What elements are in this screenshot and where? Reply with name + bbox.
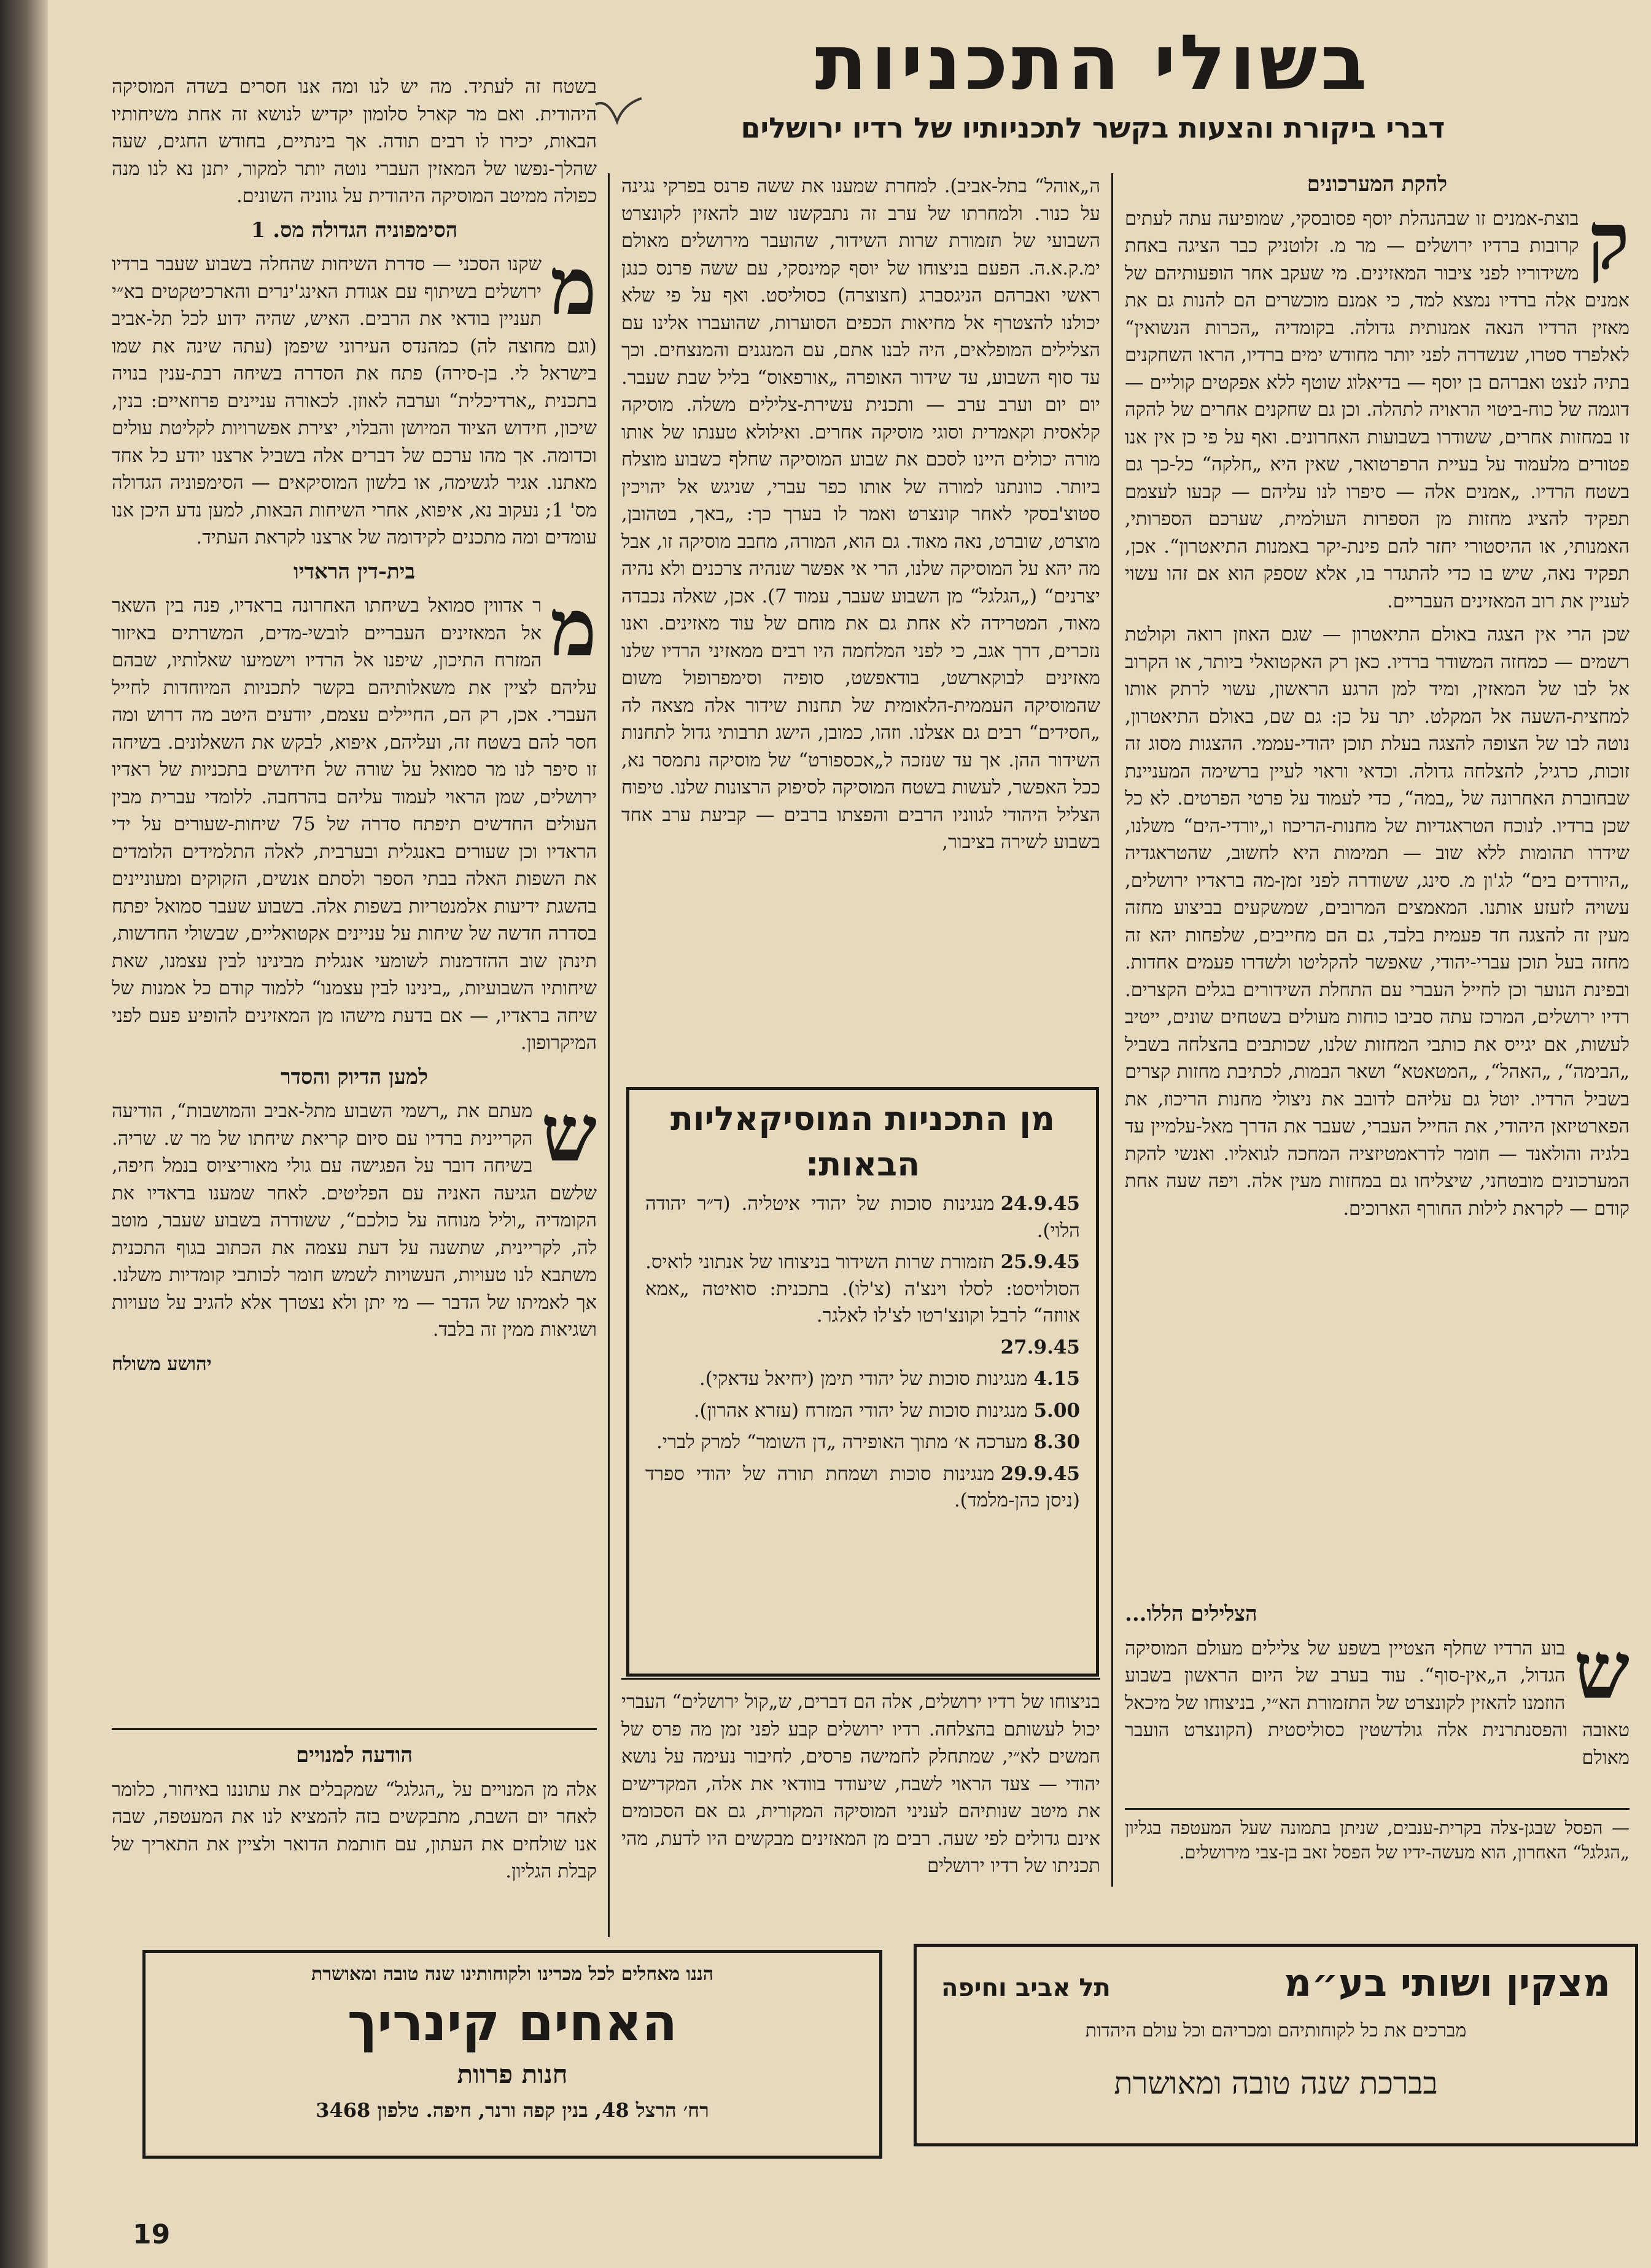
column-middle-bottom bbox=[621, 1689, 1100, 1937]
paragraph: שקנו הסכני — סדרת השיחות שהחלה בשבוע שעבר ברדיו ירושלים בשיתוף עם אגודת האינג'ינרים והארכיטקטים בא״י תעניין בודאי את הרבים. האיש, שהיה ידוע לכל תל-אביב (וגם מחוצה לה) כמהנדס העירוני שיפמן (עתה שינה את שמו בישראל לי. בן-סירה) פתח את הסדרה בשיחה רבת-ענין בנויה בתכנית „ארדיכלית“ וערבה לאוזן. לכאורה עניינים פרוזאיים: בנין, שיכון, חידוש הציוד המיושן והבלוי, יצירת אפשרויות לקליטת עולים וכדומה. אך מהו ערכם של דברים אלה בשביל ארצנו יודע כל אחד מאתנו. אגיר לגשימה, או בלשון המוסיקאים — הסימפוניה הגדולה מס' 1; נעקוב נא, איפוא, אחרי השיחות הבאות, למען נדע היכן אנו עומדים ומה מתכנים לקידומה של ארצנו לקראת העתיד. bbox=[112, 254, 597, 548]
ad-header-row bbox=[917, 1947, 1635, 2009]
program-text: מנגינות סוכות של יהודי המזרח (עזרא אהרון). bbox=[693, 1399, 1028, 1422]
column-right-bottom bbox=[1125, 1597, 1630, 1798]
section-heading: בית-דין הראדיו bbox=[293, 559, 415, 584]
drop-cap: ש bbox=[1574, 1624, 1630, 1717]
program-date: 5.00 bbox=[1033, 1399, 1080, 1422]
drop-cap: ש bbox=[541, 1088, 597, 1180]
drop-cap: מ bbox=[550, 241, 597, 333]
column-middle bbox=[621, 173, 1100, 1083]
program-box bbox=[626, 1087, 1099, 1677]
program-date: 25.9.45 bbox=[1000, 1251, 1080, 1273]
ad-cities: תל אביב וחיפה bbox=[941, 1974, 1111, 2002]
column-rule bbox=[608, 173, 610, 1937]
page-number: 19 bbox=[133, 2219, 171, 2250]
program-box-title: מן התכניות המוסיקאליות הבאות: bbox=[670, 1099, 1055, 1183]
photo-caption bbox=[1125, 1815, 1630, 1915]
program-date: 27.9.45 bbox=[1000, 1336, 1080, 1358]
program-text: מנגינות סוכות ושמחת תורה של יהודי ספרד (ניסן כהן-מלמד). bbox=[645, 1462, 1080, 1511]
program-date: 29.9.45 bbox=[1000, 1462, 1080, 1485]
section-heading: הסימפוניה הגדולה מס. 1 bbox=[251, 217, 458, 243]
paragraph: בוע הרדיו שחלף הצטיין בשפע של צלילים מעולם המוסיקה הגדול, ה„אין-סוף“. עוד בערב של היום הראשון בשבוע הוזמנו להאזין לקונצרט של התזמורת הא״י, בניצוחו של מיכאל טאובה והפסנתרנית אלה גולדשטין כסוליסטית (הקונצרט הועבר מאולם bbox=[1125, 1637, 1630, 1769]
ad-kinrich bbox=[142, 1950, 882, 2159]
caption-text: — הפסל שבגן-צלה בקרית-ענבים, שניתן בתמונה שעל המעטפה בגליון „הגלגל“ האחרון, הוא מעשה-ידיו של הפסל זאב בן-צבי מירושלים. bbox=[1125, 1817, 1630, 1863]
column-right bbox=[1125, 167, 1630, 1609]
notice-text: אלה מן המנויים על „הגלגל“ שמקבלים את עתוננו באיחור, כלומר לאחר יום השבת, מתבקשים בזה להמציא לנו את המעטפה, שבה אנו שולחים את העתון, עם חותמת הדואר ולציין את התאריך של קבלת הגליון. bbox=[112, 1779, 597, 1882]
drop-cap: ק bbox=[1587, 195, 1630, 287]
drop-cap: מ bbox=[550, 582, 597, 674]
ad-address: רח׳ הרצל 48, בנין קפה ורנר, חיפה. טלפון 3468 bbox=[316, 2098, 709, 2122]
section-heading: למען הדיוק והסדר bbox=[280, 1064, 428, 1089]
section-heading: הצלילים הללו... bbox=[1125, 1602, 1257, 1626]
pencil-mark-icon bbox=[589, 92, 645, 129]
paragraph: בניצוחו של רדיו ירושלים, אלה הם דברים, ש„קול ירושלים“ העברי יכול לעשותם בהצלחה. רדיו ירושלים קבע לפני זמן מה פרס של חמשים לא״י, שמתחלק לחמישה פרסים, לחיבור נעימה על נושא יהודי — צעד הראוי לשבח, שיעודד בוודאי את אלה, המקדישים את מיטב שנותיהם לעניני המוסיקה המקורית, גם אם הסכומים אינם גדולים לפי שעה. רבים מן המאזינים מבקשים היו לדעת, מהי תכניתו של רדיו ירושלים bbox=[621, 1691, 1100, 1877]
program-item bbox=[645, 1398, 1080, 1425]
column-left bbox=[112, 74, 597, 1726]
program-item bbox=[645, 1366, 1080, 1393]
article-subtitle: דברי ביקורת והצעות בקשר לתכניותיו של רדיו ירושלים bbox=[740, 111, 1445, 144]
paragraph: ה„אוהל“ בתל-אביב). למחרת שמענו את ששה פרנס בפרקי נגינה על כנור. ולמחרתו של ערב זה נתבקשנו שוב להאזין לקונצרט השבועי של תזמורת שרות השידור, שהועבר מירושלים מאולם ימ.ק.א.ה. הפעם בניצוחו של יוסף קמינסקי, עם ששה פרנס כנגן ראשי ואברהם הניגסברג (חצוצרה) כסוליסט. ואף על פי שלא יכולנו להצטרף אל מחיאות הכפים הסוערות, שהועברו אלינו עם הצלילים המופלאים, היה לבנו אתם, עם המנגנים והמנצחים. וכך עד סוף השבוע, עד שידור האופרה „אורפאוס“ בליל שבת שעבר. יום יום וערב ערב — ותכנית עשירת-צלילים משלה. מוסיקה קלאסית וקאמרית וסוגי מוסיקה אחרים. ואילולא טענתו של אותו מורה יכולים היינו לסכם את שבוע המוסיקה שחלף כשבוע מוצלח ביותר. כוונתנו למורה של אותו כפר עברי, שניגש אל יהויכין סטוצ'בסקי לאחר קונצרט ואמר לו בערך כך: „באך, בטהובן, מוצרט, שוברט, נאה מאוד. גם הוא, המורה, מחבב מוסיקה זו, אבל מה יהא על המוסיקה שלנו, הרי אי אפשר שנהיה צרכנים ולא נהיה יצרנים“ („הגלגל“ מן השבוע שעבר, עמוד 7). אכן, שאלה נכבדה מאוד, המטרידה לא אחת גם את מוחם של עוד מאזינים. ואנו נזכרים, דרך אגב, כי לפני המלחמה היו רבים ממאזיני הרדיו שלנו מאזינים לבוקארשט, בודאפשט, סופיה וסימפרופול משום שהמוסיקה העממית-הלאומית של תחנות שידור אלה מצאה לה „חסידים“ רבים גם אצלנו. וזהו, כמובן, הישג תרבותי גדול לתחנות השידור ההן. אך עד שנזכה ל„אכספורט“ של מוסיקה נתמסר נא, ככל האפשר, לעשות בשטח המוסיקה לסיפוק הרצונות שלנו. טיפוח הצליל היהודי לגווניו הרבים והפצתו ברבים — קביעת ערב אחד בשבוע לשירה בציבור, bbox=[621, 176, 1100, 853]
column-rule bbox=[1111, 173, 1113, 1887]
paragraph: מעתם את „רשמי השבוע מתל-אביב והמושבות“, הודיעה הקריינית ברדיו עם סיום קריאת שיחתו של מר ש. שריה. בשיחה דובר על הפגישה עם גולי מאוריציוס בנמל חיפה, שלשם הגיעה האניה עם הפליטים. לאחר שמענו בראדיו את הקומדיה „וליל מנוחה על כולכם“, ששודרה בשבוע שעבר, מוטב לה, לקריינית, שתשנה על דעת עצמה את הכתוב בגוף התכנית משתבא לנו טעויות, העשויות לשמש חומר לכותבי קומדיות משלנו. אך לאמיתו של הדבר — מי יתן ולא נצטרך אלא להגיב על טעויות ושגיאות ממין זה בלבד. bbox=[112, 1101, 597, 1341]
program-date: 8.30 bbox=[1033, 1431, 1080, 1453]
program-text: מנגינות סוכות של יהודי איטליה. (ד״ר יהודה הלוי). bbox=[645, 1193, 1080, 1242]
section-rule bbox=[112, 1728, 597, 1730]
section-rule bbox=[621, 1678, 1100, 1680]
paragraph: בוצת-אמנים זו שבהנהלת יוסף פסובסקי, שמופיעה עתה לעתים קרובות ברדיו ירושלים — מר מ. זלוטניק כבר הציגה באחת משידוריו לפני ציבור המאזינים. מי שעקב אחר הופעותיהם של אמנים אלה ברדיו נמצא למד, כי אמנם מוכשרים הם להנות גם את מאזין הרדיו הנאה אמנותית גדולה. בקומדיה „הכרות הנשואין“ לאלפרד סטרו, שנשדרה לפני יותר מחודש ימים ברדיו, הראו השחקנים בתיה לנצט ואברהם בן יוסף — בדיאלוג שוטף ללא אפקטים קוליים — דוגמה של כוח-ביטוי הראויה לתהלה. וכן גם שחקנים אחרים של להקה זו במחזות אחרים, ששודרו בשבועות האחרונים. ואף על פי כן אין אנו פטורים מלעמוד על בעיית הרפרטואר, שאין היא „חלקה“ כל-כך גם בשטח הרדיו. „אמנים אלה — סיפרו לנו עליהם — קבעו לעצמם תפקיד להציג מחזות מן הספרות העולמית, שערכם הספרותי, האמנותי, או ההיסטורי יחזר להם פינת-יקר באמנות התיאטרון“. אכן, תפקיד נאה, שיש בו כדי להתגדר בו, אלא שספק הוא אם זהו עשוי לעניין את רוב המאזינים העבריים. bbox=[1125, 208, 1630, 612]
section-heading: להקת המערכונים bbox=[1307, 172, 1448, 197]
paragraph: בשטח זה לעתיד. מה יש לנו ומה אנו חסרים בשדה המוסיקה היהודית. ואם מר קארל סלומון יקדיש לנושא זה אחת משיחותיו הבאות, יכירו לו רבים תודה. אך בינתיים, בחודש החגים, שעה שהלך-נפשו של המאזין העברי נוטה יותר למקור, יתנן נא לנו מנה כפולה ממיטב המוסיקה היהודית על גווניה השונים. bbox=[112, 76, 597, 207]
program-text: מנגינות סוכות של יהודי תימן (יחיאל עדאקי). bbox=[699, 1368, 1028, 1390]
program-item bbox=[645, 1249, 1080, 1330]
program-item bbox=[645, 1191, 1080, 1244]
program-item bbox=[645, 1335, 1080, 1362]
program-date: 24.9.45 bbox=[1000, 1193, 1080, 1215]
article-header bbox=[688, 17, 1498, 158]
binding-edge bbox=[0, 0, 48, 2268]
program-item bbox=[645, 1461, 1080, 1514]
subscriber-notice bbox=[112, 1738, 597, 1947]
ad-business-name: האחים קינריך bbox=[347, 1992, 678, 2052]
ad-greeting: הננו מאחלים לכל מכרינו ולקוחותינו שנה טובה ומאושרת bbox=[311, 1963, 714, 1985]
paragraph: ר אדווין סמואל בשיחתו האחרונה בראדיו, פנה בין השאר אל המאזינים העבריים לובשי-מדים, המשרתים באיזור המזרח התיכון, שיפנו אל הרדיו וישמיעו שאלותיו, שבהם עליהם לציין את משאלותיהם בקשר לתכניות המיוחדות לחייל העברי. אכן, רק הם, החיילים עצמם, יודעים היטב מה דרוש ומה חסר להם בשטח זה, ועליהם, איפוא, לבקש את השאלונים. בשיחה זו סיפר לנו מר סמואל על שורה של חידושים בתכניות של ראדיו ירושלים, שמן הראוי לעמוד עליהם בהרחבה. ללומדי עברית מבין העולים החדשים תיפתח סדרה של 75 שיחות-שעורים על ידי הראדיו וכן שעורים באנגלית ובערבית, לאלה התלמידים הלומדים את השפות האלה בבתי הספר ולסתם אנשים, הזקוקים ומעוניינים בהשגת ידיעות אלמנטריות בשפות אלה. בשבוע שעבר סמואל יפתח בסדרה חדשה של שיחות על עניינים אקטואליים, שבשולי החדשות, תינתן שוב ההזדמנות לשומעי אנגלית מבינינו לבין עצמנו, שאת שיחותיו השבועיות, „בינינו לבין עצמנו“ ללמוד קודם כל אמנות של שיחה בראדיו, — אם בדעת מישהו מן המאזינים להופיע פעם לפני המיקרופון. bbox=[112, 595, 597, 1054]
program-list bbox=[629, 1191, 1096, 1514]
ad-business-type: חנות פרוות bbox=[457, 2059, 568, 2089]
caption-rule bbox=[1125, 1808, 1630, 1810]
paragraph: שכן הרי אין הצגה באולם התיאטרון — שגם האוזן רואה וקולטת רשמים — כמחזה המשודר ברדיו. כאן רק האקטואלי ביותר, או הקרוב אל לבו של המאזין, ומיד למן הרגע הראשון, עשוי לרתק אותו למחצית-השעה אל המקלט. יתר על כן: גם שם, באולם התיאטרון, נוטה לבו של הצופה להצגה בעלת תוכן יהודי-עממי. ההצגות מסוג זה זוכות, כרגיל, להצלחה גדולה. וכדאי וראוי לעיין ברשימה המעניינת שבחוברת האחרונה של „במה“, כדי לעמוד על פרטי הפרטים. לא כל שכן ברדיו. לנוכח הטראגדיות של מחנות-הריכוז ו„יורדי-הים“ משלנו, שידרו תהומות ללא שוב — תמימות היא לחשוב, שהטראגדיה „היורדים בים“ לג'ון מ. סינג, ששודרה לפני זמן-מה בראדיו ירושלים, עשויה לזעזע אותנו. המאמצים המרובים, שמשקעים בביצוע מחזה מעין זה להצגה חד פעמית בלבד, גם הם מחייבים, שלפחות יהא זה מחזה בעל תוכן עברי-יהודי, שאפשר להקליטו ולשדרו פעמים אחדות. ובפינת הנוער וכן לחייל העברי עם התחלת השידורים בגלים הקצרים. רדיו ירושלים, המרכז עתה סביבו כוחות מעולים בשטחים שונים, ייטיב לעשות, אם יגייס את כותבי המחזות שלנו, שכותבים בהצלחה בשביל „הבימה“, „האהל“, „המטאטא“ ושאר הבמות, לכתיבת מחזות קצרים בשביל הרדיו. יוטל גם עליהם לדובב את ניצולי מחנות הריכוז, את הפארטיזאן היהודי, את החייל העברי, שעבר את הדרך מאל-עלמיין עד בלגיה והולאנד — חומר לדראמטיזציה המחכה לגואליו. ואנשי להקת המערכונים מובטחני, שיצליחו גם במחזות מעין אלה. ויפה שעה אחת קודם — לקראת לילות החורף הארוכים. bbox=[1125, 624, 1630, 1220]
ad-business-name: מצקין ושותי בע״מ bbox=[1284, 1960, 1610, 2005]
author-signature: יהושע משולח bbox=[112, 1352, 212, 1375]
program-text: תזמורת שרות השידור בניצוחו של אנתוני לואיס. הסולויסט: לסלו וינצ'ה (צ'לו). בתכנית: סואיטה „אמא אווזה“ לרבל וקונצ'רטו לצ'לו לאלגר. bbox=[645, 1251, 1080, 1327]
program-text: מערכה א׳ מתוך האופירה „דן השומר“ למרק לברי. bbox=[656, 1431, 1028, 1453]
article-title: בשולי התכניות bbox=[815, 19, 1371, 107]
program-date: 4.15 bbox=[1033, 1368, 1080, 1390]
ad-wish: בברכת שנה טובה ומאושרת bbox=[1114, 2065, 1438, 2101]
program-item bbox=[645, 1429, 1080, 1456]
ad-line: מברכים את כל לקוחותיהם ומכריהם וכל עולם היהדות bbox=[1085, 2020, 1467, 2041]
notice-heading: הודעה למנויים bbox=[295, 1743, 413, 1767]
ad-matzkin bbox=[914, 1944, 1638, 2146]
